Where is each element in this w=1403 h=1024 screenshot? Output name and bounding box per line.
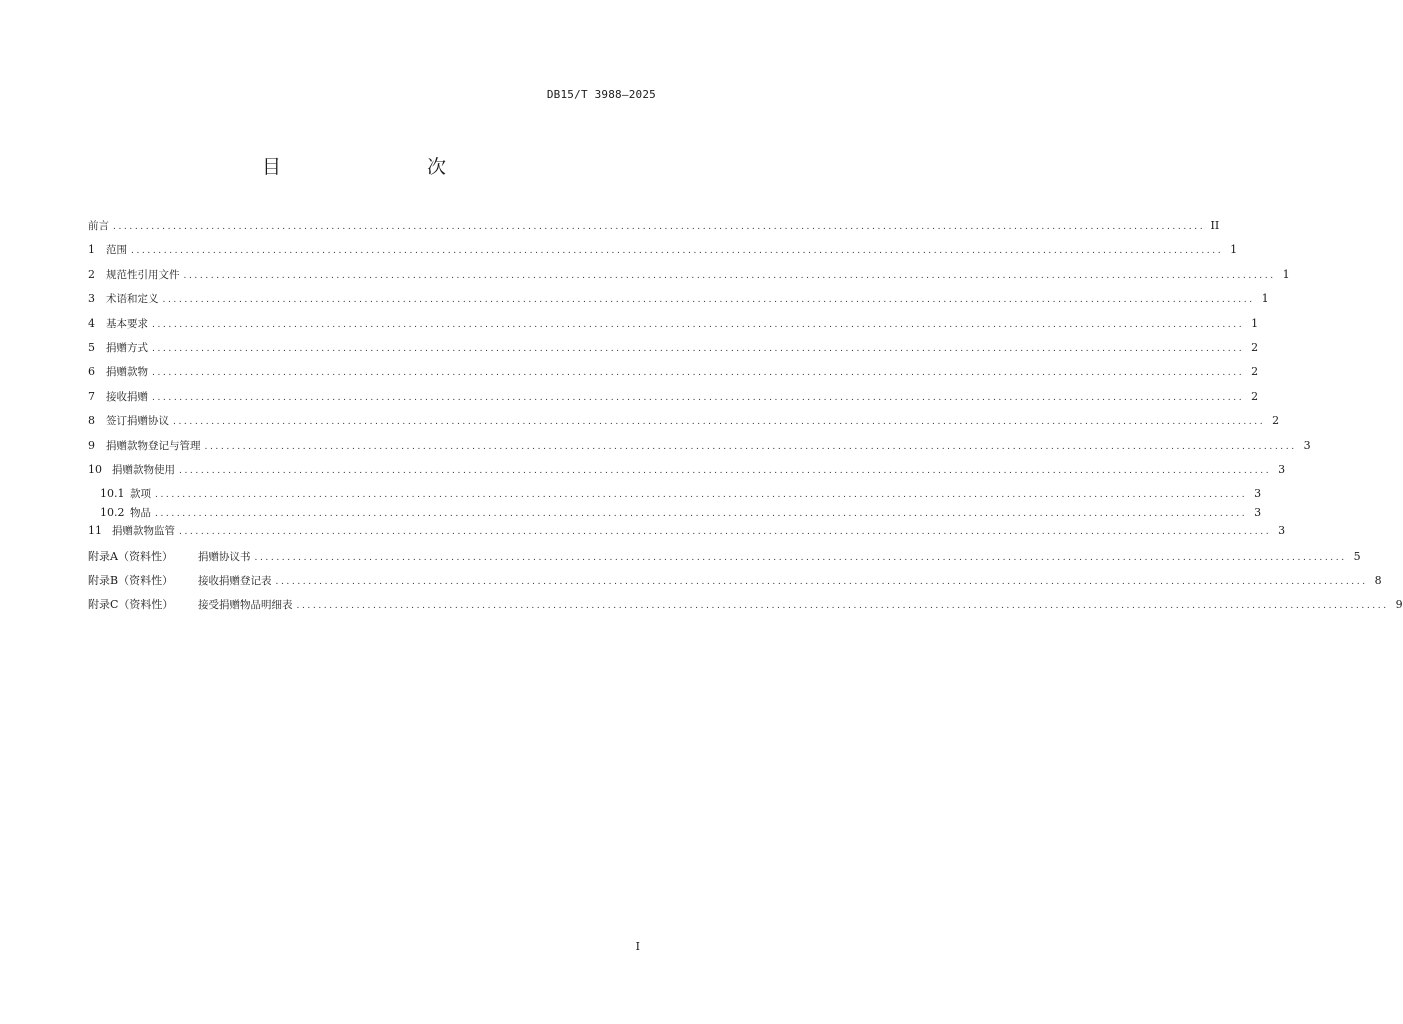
toc-entry-label: 范围: [106, 244, 127, 257]
toc-entry-number: 10.2: [100, 505, 125, 519]
toc-entry-page: 2: [1272, 414, 1280, 428]
toc-entry-number: 2: [88, 267, 95, 281]
toc-leader-dots: ........................................................................................................................................................................................................: [204, 441, 1297, 452]
toc-entry-page: 2: [1251, 340, 1259, 354]
toc-entry[interactable]: [88, 548, 1361, 572]
toc-entry-page: II: [1210, 219, 1220, 232]
toc-leader-dots: ........................................................................................................................................................................................................: [275, 577, 1368, 588]
toc-entry-label: 物品: [130, 506, 151, 519]
toc-leader-dots: ........................................................................................................................................................................................................: [152, 343, 1245, 354]
toc-leader-dots: ........................................................................................................................................................................................................: [155, 508, 1248, 519]
toc-entry-page: 8: [1374, 574, 1382, 588]
toc-entry[interactable]: [88, 242, 1238, 266]
toc-entry[interactable]: [88, 523, 1286, 547]
toc-entry[interactable]: [88, 438, 1311, 462]
toc-leader-dots: ........................................................................................................................................................................................................: [179, 527, 1272, 538]
document-code: DB15/T 3988—2025: [546, 88, 656, 101]
toc-entry-number: 6: [88, 365, 95, 379]
toc-entry-number: 8: [88, 414, 95, 428]
page-number: I: [635, 940, 640, 953]
toc-entry[interactable]: [88, 596, 1403, 620]
toc-entry[interactable]: [88, 505, 1262, 524]
toc-entry-number: 附录A（资料性）: [88, 549, 173, 563]
toc-leader-dots: ........................................................................................................................................................................................................: [152, 319, 1245, 330]
toc-entry-page: 3: [1254, 505, 1262, 519]
toc-entry-number: 附录C（资料性）: [88, 598, 174, 612]
toc-entry-number: 10: [88, 462, 102, 476]
toc-leader-dots: ........................................................................................................................................................................................................: [254, 552, 1347, 563]
toc-entry[interactable]: [88, 218, 1220, 242]
toc-entry[interactable]: [88, 486, 1262, 505]
toc-leader-dots: ........................................................................................................................................................................................................: [183, 270, 1276, 281]
toc-entry-label: 签订捐赠协议: [106, 415, 169, 428]
toc-entry-label: 基本要求: [106, 317, 148, 330]
toc-entry-label: 款项: [130, 488, 151, 501]
toc-leader-dots: ........................................................................................................................................................................................................: [152, 392, 1245, 403]
toc-entry-page: 9: [1395, 598, 1403, 612]
toc-entry-number: 1: [88, 243, 95, 257]
toc-entry-page: 3: [1303, 438, 1311, 452]
toc-leader-dots: ........................................................................................................................................................................................................: [152, 368, 1245, 379]
toc-entry-number: 9: [88, 438, 95, 452]
toc-entry[interactable]: [88, 413, 1280, 437]
toc-leader-dots: ........................................................................................................................................................................................................: [296, 601, 1389, 612]
toc-entry-label: 规范性引用文件: [106, 268, 180, 281]
toc-entry-label: 捐赠方式: [106, 341, 148, 354]
toc-entry[interactable]: [88, 364, 1259, 388]
toc-entry-page: 3: [1278, 462, 1286, 476]
toc-leader-dots: ........................................................................................................................................................................................................: [113, 222, 1206, 232]
toc-entry[interactable]: [88, 267, 1290, 291]
toc-entry[interactable]: [88, 291, 1269, 315]
toc-entry-label: 捐赠款物: [106, 366, 148, 379]
toc-leader-dots: ........................................................................................................................................................................................................: [131, 246, 1224, 257]
toc-entry-number: 4: [88, 316, 95, 330]
toc-entry-label: 术语和定义: [106, 293, 159, 306]
toc-entry-label: 捐赠款物登记与管理: [106, 439, 201, 452]
toc-leader-dots: ........................................................................................................................................................................................................: [155, 490, 1248, 501]
toc-entry-number: 3: [88, 292, 95, 306]
toc-entry-number: 7: [88, 389, 95, 403]
toc-entry-label: 接收捐赠: [106, 390, 148, 403]
toc-entry-label: 接收捐赠登记表: [198, 575, 272, 588]
toc-entry-label: 前言: [88, 220, 109, 232]
toc-leader-dots: ........................................................................................................................................................................................................: [162, 295, 1255, 306]
toc-entry-number: 11: [88, 524, 102, 538]
toc-entry[interactable]: [88, 572, 1382, 596]
toc-entry-page: 5: [1353, 549, 1361, 563]
toc-entry[interactable]: [88, 340, 1259, 364]
toc-entry-label: 捐赠款物监管: [112, 525, 175, 538]
toc-entry-page: 2: [1251, 389, 1259, 403]
toc-entry-label: 捐赠款物使用: [112, 463, 175, 476]
toc-entry-page: 1: [1282, 267, 1290, 281]
toc-entry[interactable]: [88, 462, 1286, 486]
toc-leader-dots: ........................................................................................................................................................................................................: [179, 465, 1272, 476]
toc-entry[interactable]: [88, 316, 1259, 340]
toc-entry-label: 捐赠协议书: [198, 550, 251, 563]
toc-entry-page: 1: [1251, 316, 1259, 330]
toc-entry-number: 10.1: [100, 487, 125, 501]
toc-entry-page: 2: [1251, 365, 1259, 379]
toc-entry-page: 1: [1230, 243, 1238, 257]
toc-entry[interactable]: [88, 389, 1259, 413]
toc-entry-number: 5: [88, 340, 95, 354]
toc-title: 目 次: [261, 156, 482, 178]
toc-entry-page: 3: [1254, 487, 1262, 501]
toc-leader-dots: ........................................................................................................................................................................................................: [173, 417, 1266, 428]
toc-entry-label: 接受捐赠物品明细表: [198, 599, 293, 612]
toc-entry-page: 1: [1261, 292, 1269, 306]
table-of-contents: [88, 218, 1403, 621]
toc-entry-page: 3: [1278, 524, 1286, 538]
toc-entry-number: 附录B（资料性）: [88, 574, 174, 588]
